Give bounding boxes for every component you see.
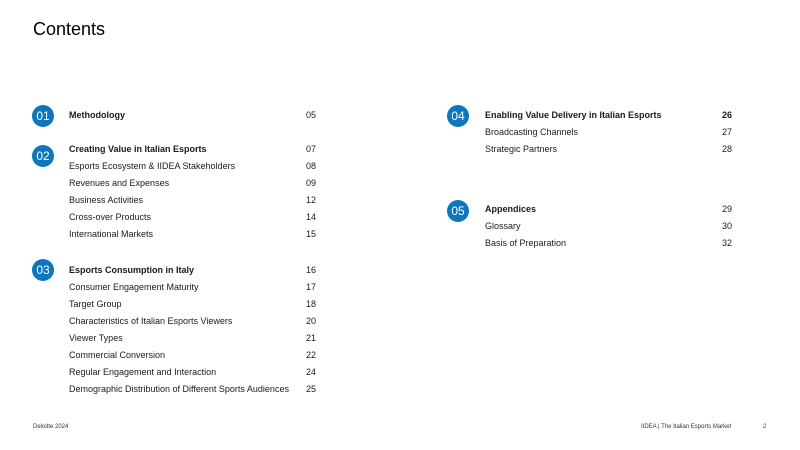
toc-entry-page: 27 bbox=[721, 127, 732, 137]
toc-entry-label: Esports Consumption in Italy bbox=[69, 265, 195, 275]
toc-entry[interactable] bbox=[69, 279, 316, 295]
toc-entry-label: Creating Value in Italian Esports bbox=[69, 144, 207, 154]
toc-entry-label: Strategic Partners bbox=[485, 144, 558, 154]
toc-entry-page: 15 bbox=[305, 229, 316, 239]
page-title: Contents bbox=[33, 19, 106, 39]
toc-entry[interactable] bbox=[69, 192, 316, 208]
toc-entry-label: Commercial Conversion bbox=[69, 350, 166, 360]
toc-entry[interactable] bbox=[69, 364, 316, 380]
toc-entry-page: 25 bbox=[305, 384, 316, 394]
section-number-badge: 05 bbox=[447, 200, 469, 222]
toc-entry[interactable] bbox=[69, 209, 316, 225]
toc-entry-page: 05 bbox=[305, 110, 316, 120]
toc-entry-page: 16 bbox=[305, 265, 316, 275]
toc-entry-label: Enabling Value Delivery in Italian Esports bbox=[485, 110, 662, 120]
toc-entry-label: Methodology bbox=[69, 110, 125, 120]
toc-entry[interactable] bbox=[69, 381, 316, 397]
footer-report-title: IIDEA | The Italian Esports Market bbox=[641, 424, 732, 430]
toc-entry-page: 21 bbox=[305, 333, 316, 343]
section-number-badge: 02 bbox=[32, 145, 54, 167]
toc-entry-label: Basis of Preparation bbox=[485, 238, 567, 248]
toc-entry-label: Broadcasting Channels bbox=[485, 127, 579, 137]
toc-entry[interactable] bbox=[69, 107, 316, 123]
section-number-badge: 01 bbox=[32, 105, 54, 127]
toc-entry-label: Glossary bbox=[485, 221, 521, 231]
toc-entry[interactable] bbox=[485, 107, 732, 123]
toc-entry-page: 24 bbox=[305, 367, 316, 377]
toc-entry-page: 26 bbox=[721, 110, 732, 120]
toc-entry-page: 30 bbox=[721, 221, 732, 231]
toc-entry-page: 07 bbox=[305, 144, 316, 154]
toc-entry[interactable] bbox=[485, 124, 732, 140]
toc-entry-page: 20 bbox=[305, 316, 316, 326]
toc-entry-page: 12 bbox=[305, 195, 316, 205]
toc-entry[interactable] bbox=[69, 158, 316, 174]
footer-page-number: 2 bbox=[763, 424, 767, 430]
toc-entry[interactable] bbox=[485, 218, 732, 234]
toc-entry-page: 29 bbox=[721, 204, 732, 214]
section-number-badge: 03 bbox=[32, 259, 54, 281]
toc-entry[interactable] bbox=[485, 201, 732, 217]
toc-entry[interactable] bbox=[485, 235, 732, 251]
toc-entry-page: 28 bbox=[721, 144, 732, 154]
toc-entry-label: International Markets bbox=[69, 229, 154, 239]
toc-entry-label: Consumer Engagement Maturity bbox=[69, 282, 199, 292]
toc-entry[interactable] bbox=[69, 347, 316, 363]
toc-entry-label: Revenues and Expenses bbox=[69, 178, 170, 188]
toc-entry-label: Business Activities bbox=[69, 195, 144, 205]
toc-entry[interactable] bbox=[69, 330, 316, 346]
toc-entry-page: 22 bbox=[305, 350, 316, 360]
toc-entry[interactable] bbox=[69, 226, 316, 242]
section-number-badge: 04 bbox=[447, 105, 469, 127]
toc-entry-label: Appendices bbox=[485, 204, 537, 214]
toc-entry-page: 08 bbox=[305, 161, 316, 171]
toc-entry-page: 17 bbox=[305, 282, 316, 292]
toc-entry-label: Esports Ecosystem & IIDEA Stakeholders bbox=[69, 161, 236, 171]
toc-entry-page: 14 bbox=[305, 212, 316, 222]
toc-entry-label: Characteristics of Italian Esports Viewers bbox=[69, 316, 233, 326]
toc-entry-page: 09 bbox=[305, 178, 316, 188]
toc-entry-label: Cross-over Products bbox=[69, 212, 152, 222]
toc-entry-label: Demographic Distribution of Different Sports Audiences bbox=[69, 384, 289, 394]
toc-entry[interactable] bbox=[69, 296, 316, 312]
toc-entry-page: 18 bbox=[305, 299, 316, 309]
toc-entry[interactable] bbox=[69, 175, 316, 191]
toc-entry-label: Target Group bbox=[69, 299, 122, 309]
toc-entry-page: 32 bbox=[721, 238, 732, 248]
footer-left-text: Deloitte 2024 bbox=[33, 424, 69, 430]
toc-entry[interactable] bbox=[69, 313, 316, 329]
toc-entry[interactable] bbox=[485, 141, 732, 157]
toc-entry[interactable] bbox=[69, 141, 316, 157]
toc-entry-label: Regular Engagement and Interaction bbox=[69, 367, 217, 377]
toc-entry-label: Viewer Types bbox=[69, 333, 123, 343]
toc-entry[interactable] bbox=[69, 262, 316, 278]
